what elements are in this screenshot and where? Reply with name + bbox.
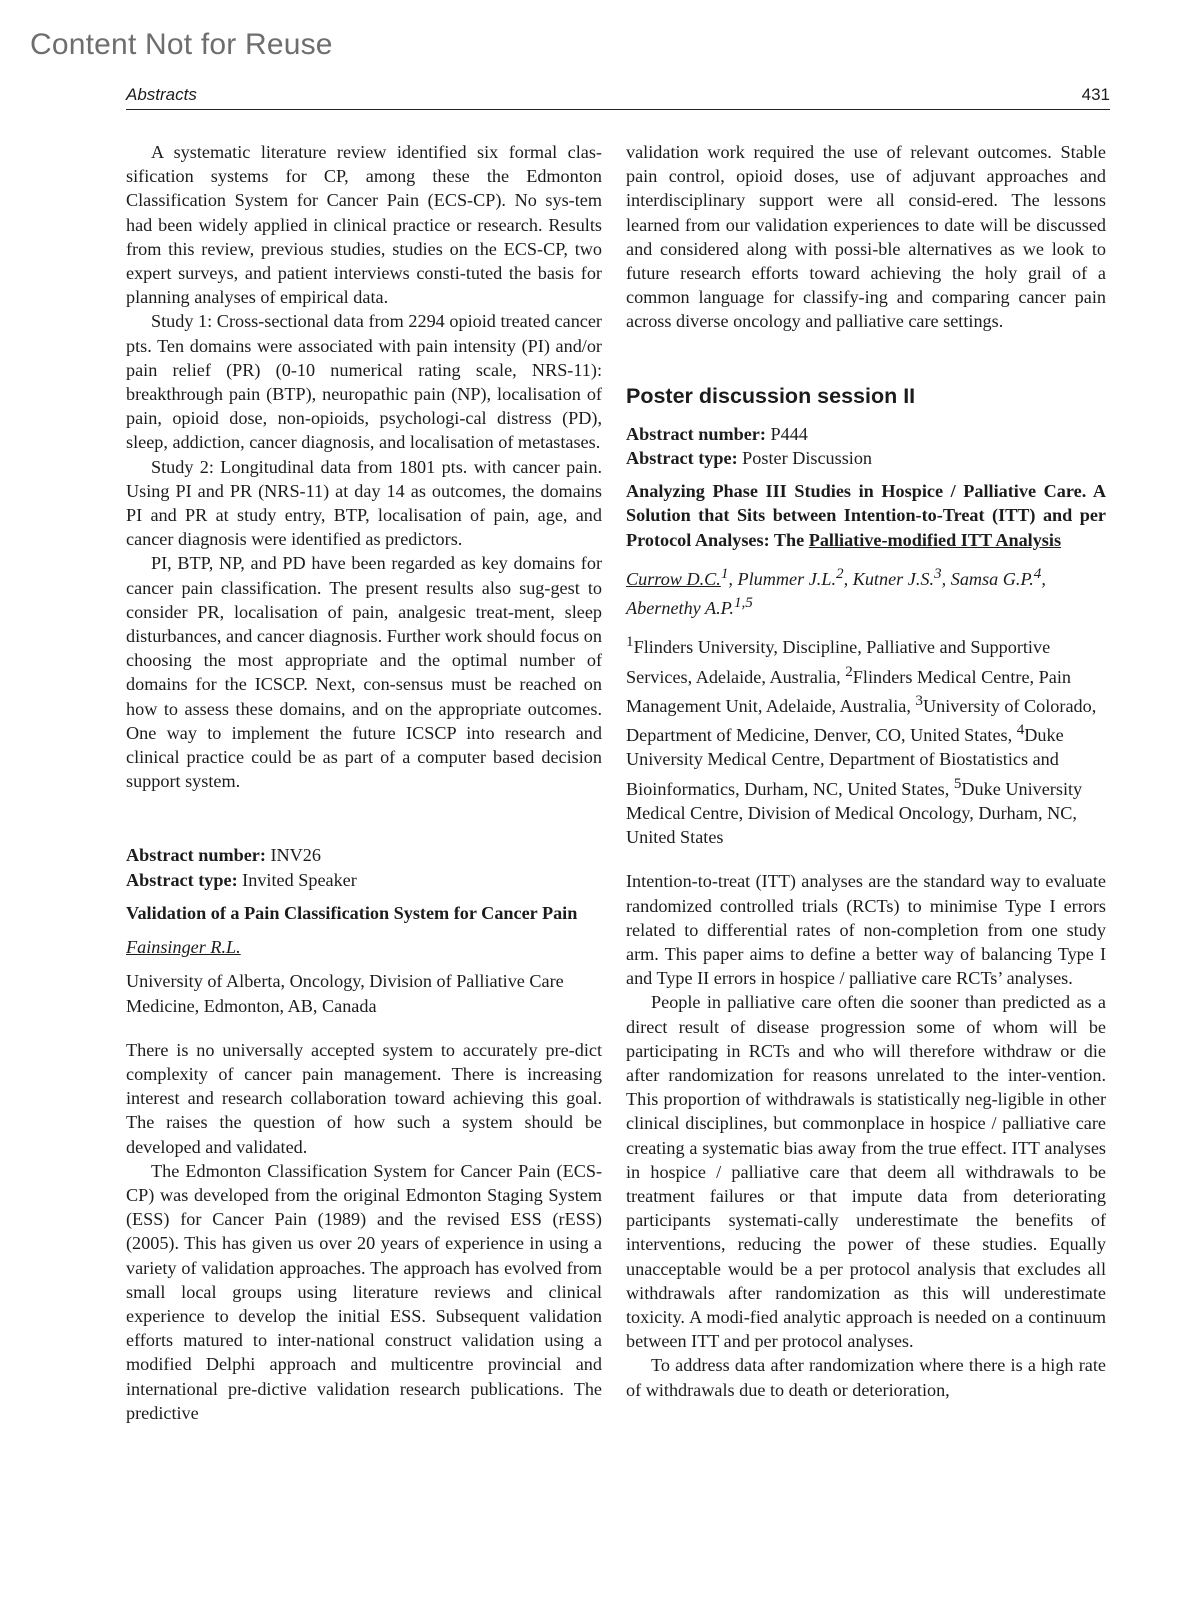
journal-section-name: Abstracts	[126, 85, 197, 104]
author-affiliations: $^1$Flinders University, Discipline, Palliative and Supportive Services, Adelaide, Australia, $^2$Flinders Medical Centre, Pain Management Unit, Adelaide, Australia, $^3$University of Colorado, Department of Medicine, Denver, CO, United States, $^4$Duke University Medical Centre, Department of Biostatistics and Bioinformatics, Durham, NC, United States, $^5$Duke University Medical Centre, Division of Medical Oncology, Durham, NC, United States	[626, 633, 1097, 848]
abstract-number-value: INV26	[270, 845, 321, 866]
abstract-title: Analyzing Phase III Studies in Hospice / Palliative Care. A Solution that Sits between Intention-to-Treat (ITT) and per Protocol Analyses: The Palliative-modified ITT Analysis	[626, 481, 1106, 550]
author-name: Kutner J.S.	[852, 568, 935, 589]
abstract-meta	[126, 843, 602, 891]
body-paragraph: Intention-to-treat (ITT) analyses are the standard way to evaluate randomized controlled trials (RCTs) to minimise Type I errors related to differential rates of non-completion from one study arm. This paper aims to define a better way of balancing Type I and Type II errors in hospice / palliative care RCTs’ analyses.	[626, 871, 1106, 989]
body-paragraph: PI, BTP, NP, and PD have been regarded as key domains for cancer pain classification. The present results also sug-gest to consider PR, localisation of pain, analgesic treat-ment, sleep disturbances, and cancer diagnosis. Further work should focus on choosing the most appropriate and the optimal number of domains for the ICSCP. Next, con-sensus must be reached on how to assess these domains, and on the appropriate outcomes. One way to implement the future ICSCP into research and clinical practice could be as part of a computer based decision support system.	[126, 553, 602, 792]
body-paragraph: There is no universally accepted system to accurately pre-dict complexity of cancer pain management. There is increasing interest and research collaboration toward achieving this goal. The raises the question of how such a system should be developed and validated.	[126, 1039, 602, 1157]
abstract-meta	[626, 422, 1106, 470]
section-heading: Poster discussion session II	[626, 383, 916, 408]
abstract-number-label: Abstract number:	[626, 423, 766, 444]
running-header	[126, 83, 1110, 110]
body-paragraph: Study 2: Longitudinal data from 1801 pts. with cancer pain. Using PI and PR (NRS-11) at day 14 as outcomes, the domains PI and PR at study entry, BTP, localisation of pain, age, and cancer diagnosis were identified as predictors.	[126, 456, 602, 550]
abstract-type-label: Abstract type:	[126, 869, 238, 890]
abstract-authors: Currow D.C.$^1$, Plummer J.L.$^2$, Kutner J.S.$^3$, Samsa G.P.$^4$, Abernethy A.P.$^{1,5}$	[626, 564, 1046, 619]
body-paragraph: To address data after randomization where there is a high rate of withdrawals due to death or deterioration,	[626, 1355, 1106, 1400]
body-paragraph: A systematic literature review identified six formal clas-sification systems for CP, among these the Edmonton Classification System for Cancer Pain (ECS-CP). No sys-tem had been widely applied in clinical practice or research. Results from this review, previous studies, studies on the ECS-CP, two expert surveys, and patient interviews consti-tuted the basis for planning analyses of empirical data.	[126, 142, 602, 308]
author-name: Samsa G.P.	[950, 568, 1034, 589]
abstract-title: Validation of a Pain Classification System for Cancer Pain	[126, 902, 578, 923]
author-name: Fainsinger R.L.	[126, 937, 241, 958]
author-name: Currow D.C.	[626, 568, 721, 589]
author-name: Plummer J.L.	[737, 568, 837, 589]
author-affiliation: University of Alberta, Oncology, Division of Palliative Care Medicine, Edmonton, AB, Canada	[126, 971, 564, 1016]
body-paragraph: People in palliative care often die sooner than predicted as a direct result of disease progression some of whom will be participating in RCTs and who will therefore withdraw or die after randomization for reasons unrelated to the inter-vention. This proportion of withdrawals is statistically neg-ligible in other clinical disciplines, but commonplace in hospice / palliative care creating a systematic bias away from the true effect. ITT analyses in hospice / palliative care that deem all withdrawals to be treatment failures or that impute data from deteriorating participants systemati-cally underestimate the benefits of interventions, reducing the power of these studies. Equally unacceptable would be a per protocol analysis that excludes all withdrawals after randomization as this will underestimate toxicity. A modi-fied analytic approach is needed on a continuum between ITT and per protocol analyses.	[626, 992, 1106, 1352]
body-paragraph: The Edmonton Classification System for Cancer Pain (ECS-CP) was developed from the original Edmonton Staging System (ESS) for Cancer Pain (1989) and the revised ESS (rESS) (2005). This has given us over 20 years of experience in using a variety of validation approaches. The approach has evolved from small local groups using literature reviews and clinical experience to develop the initial ESS. Subsequent validation efforts matured to inter-national construct validation using a modified Delphi approach and multicentre provincial and international pre-dictive validation research publications. The predictive	[126, 1160, 602, 1423]
content-not-for-reuse-watermark: Content Not for Reuse	[30, 28, 333, 61]
body-paragraph-continued: validation work required the use of relevant outcomes. Stable pain control, opioid doses, use of adjuvant approaches and interdisciplinary support were all consid-ered. The lessons learned from our validation experiences to date will be discussed and considered along with possi-ble alternatives as we look to future research efforts toward achieving the holy grail of a common language for classify-ing and comparing cancer pain across diverse oncology and palliative care settings.	[626, 142, 1106, 332]
abstract-type-label: Abstract type:	[626, 448, 738, 469]
abstract-number-label: Abstract number:	[126, 845, 266, 866]
left-column	[126, 140, 602, 1425]
title-underlined-term: Palliative-modified ITT Analysis	[808, 529, 1062, 550]
abstract-number-value: P444	[770, 423, 808, 444]
page-number: 431	[1081, 85, 1110, 104]
abstract-type-value: Poster Discussion	[742, 448, 873, 469]
abstract-authors	[126, 935, 602, 959]
abstract-type-value: Invited Speaker	[242, 869, 357, 890]
right-column	[626, 140, 1106, 1402]
body-paragraph: Study 1: Cross-sectional data from 2294 opioid treated cancer pts. Ten domains were associated with pain intensity (PI) and/or pain relief (PR) (0-10 numerical rating scale, NRS-11): breakthrough pain (BTP), neuropathic pain (NP), localisation of pain, opioid dose, non-opioids, psychologi-cal distress (PD), sleep, addiction, cancer diagnosis, and localisation of metastases.	[126, 311, 602, 453]
author-name: Abernethy A.P.	[626, 598, 734, 619]
